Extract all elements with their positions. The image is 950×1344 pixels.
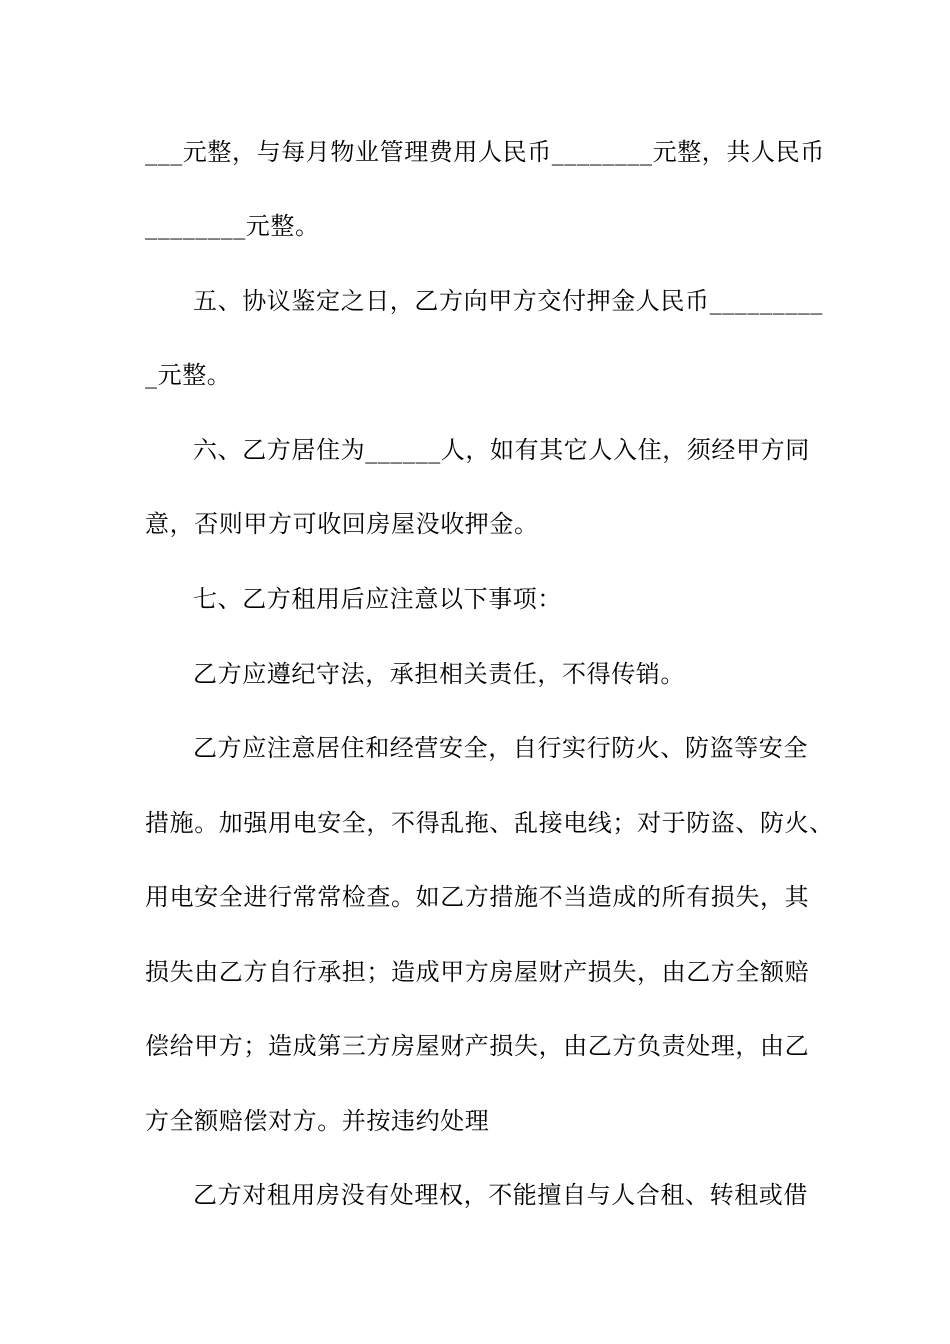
text-line: 七、乙方租用后应注意以下事项： [193, 585, 562, 613]
text-line: 损失由乙方自行承担；造成甲方房屋财产损失，由乙方全额赔 [145, 958, 810, 986]
text-line: ___元整，与每月物业管理费用人民币________元整，共人民币 [145, 138, 825, 166]
text-line: ________元整。 [145, 212, 320, 240]
text-line: 六、乙方居住为______人，如有其它人入住，须经甲方同 [193, 436, 810, 464]
text-line: 乙方应遵纪守法，承担相关责任，不得传销。 [193, 660, 685, 688]
text-line: 乙方应注意居住和经营安全，自行实行防火、防盗等安全 [193, 734, 808, 762]
text-line: 偿给甲方；造成第三方房屋财产损失，由乙方负责处理，由乙 [145, 1032, 810, 1060]
text-line: 用电安全进行常常检查。如乙方措施不当造成的所有损失，其 [145, 883, 810, 911]
text-line: _元整。 [145, 361, 232, 389]
text-line: 意，否则甲方可收回房屋没收押金。 [145, 510, 539, 538]
text-line: 乙方对租用房没有处理权，不能擅自与人合租、转租或借 [193, 1181, 808, 1209]
text-line: 五、协议鉴定之日，乙方向甲方交付押金人民币_________ [193, 287, 823, 315]
text-line: 措施。加强用电安全，不得乱拖、乱接电线；对于防盗、防火、 [145, 809, 834, 837]
text-line: 方全额赔偿对方。并按违约处理 [145, 1107, 490, 1135]
